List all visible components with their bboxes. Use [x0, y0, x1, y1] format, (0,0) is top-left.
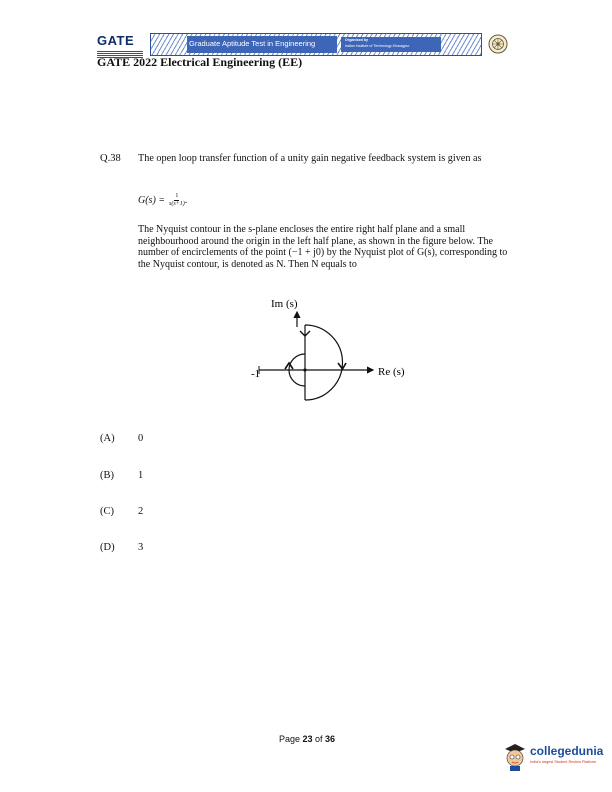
page-current: 23: [302, 734, 313, 744]
banner-title: Graduate Aptitude Test in Engineering: [189, 39, 316, 48]
page-number: [272, 734, 342, 744]
gate-logo-text: GATE: [97, 33, 135, 48]
option-d-label: (D): [100, 542, 115, 553]
transfer-function-formula: [138, 193, 187, 208]
option-a-label: (A): [100, 433, 115, 444]
organizer-label: Organised by: [345, 38, 368, 42]
question-number: Q.38: [100, 153, 121, 164]
origin-point: [303, 368, 306, 371]
iit-emblem-icon: [488, 34, 508, 54]
formula-end: .: [184, 195, 188, 206]
page-total: 36: [325, 734, 336, 744]
nyquist-contour-figure: [245, 295, 425, 415]
collegedunia-logo: [500, 741, 610, 771]
x-axis-label: Re (s): [378, 366, 405, 378]
question-paragraph: The Nyquist contour in the s-plane encloses the entire right half plane and a small neighbourhood around the origin in the left half plane, as shown in the figure below. The number of encirclements of the point (−1 + j0) by the Nyquist plot of G(s), corresponding to the Nyquist contour, is denoted as N. Then N equals to: [138, 224, 508, 271]
page-prefix: Page: [278, 734, 300, 744]
option-b-label: (B): [100, 470, 114, 481]
option-c-label: (C): [100, 506, 114, 517]
formula-numerator: 1: [175, 193, 179, 199]
organizer-name: Indian Institute of Technology Kharagpur: [345, 44, 410, 48]
page-of: of: [315, 734, 323, 744]
option-a-value: 0: [138, 433, 144, 444]
option-d-value: 3: [138, 542, 144, 553]
brand-tagline: India's largest Student Review Platform: [530, 760, 597, 764]
banner-organizer-box: [341, 37, 441, 52]
mascot-icon: [502, 741, 528, 771]
question-intro: The open loop transfer function of a unity gain negative feedback system is given as: [138, 153, 482, 164]
option-b-value: 1: [138, 470, 144, 481]
brand-name: collegedunia: [530, 744, 604, 758]
formula-denominator: s(s+1): [169, 201, 185, 207]
option-c-value: 2: [138, 506, 144, 517]
formula-lhs: G(s) =: [138, 195, 166, 206]
header-banner: [150, 33, 482, 56]
exam-title: GATE 2022 Electrical Engineering (EE): [97, 55, 303, 69]
contour-large-semicircle: [305, 325, 343, 400]
formula-fraction: [169, 193, 185, 208]
y-axis-label: Im (s): [271, 298, 298, 310]
point-label: -1: [251, 368, 261, 380]
